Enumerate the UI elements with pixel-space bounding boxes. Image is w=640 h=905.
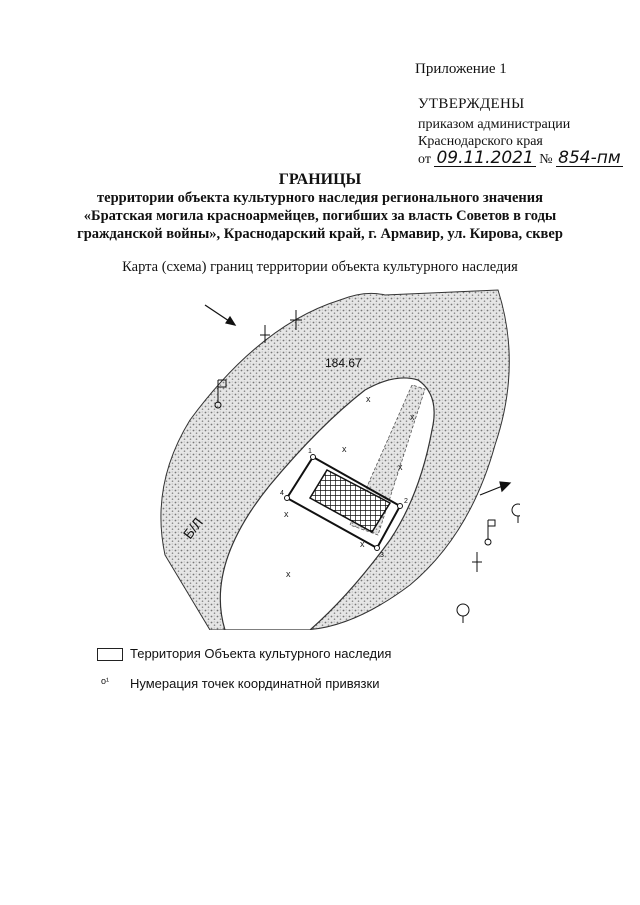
legend-points-label: Нумерация точек координатной привязки — [130, 676, 380, 691]
boundary-point — [285, 496, 290, 501]
svg-text:x: x — [284, 509, 289, 519]
document-subtitle-line-1: территории объекта культурного наследия регионального значения — [97, 190, 543, 206]
point-number-1: 1 — [308, 448, 312, 455]
svg-text:x: x — [366, 394, 371, 404]
legend-territory-swatch — [97, 648, 123, 661]
svg-text:x: x — [410, 412, 415, 422]
map-caption: Карта (схема) границ территории объекта культурного наследия — [122, 259, 518, 275]
document-heading: ГРАНИЦЫ — [278, 171, 362, 188]
document-subtitle-line-2: «Братская могила красноармейцев, погибших за власть Советов в годы — [83, 208, 557, 224]
order-line-2: Краснодарского края — [418, 134, 543, 149]
svg-text:x: x — [360, 539, 365, 549]
appendix-label: Приложение 1 — [415, 61, 507, 77]
point-number-3: 3 — [380, 552, 384, 559]
svg-text:x: x — [398, 462, 403, 472]
document-subtitle-line-3: гражданской войны», Краснодарский край, г. Армавир, ул. Кирова, сквер — [77, 226, 563, 242]
approved-label: УТВЕРЖДЕНЫ — [418, 96, 525, 112]
point-number-2: 2 — [404, 498, 408, 505]
order-date: 09.11.2021 — [436, 148, 534, 168]
svg-text:x: x — [342, 444, 347, 454]
boundary-point — [398, 504, 403, 509]
elevation-label: 184.67 — [325, 356, 362, 370]
boundary-point — [311, 455, 316, 460]
point-number-4: 4 — [280, 490, 284, 497]
order-number: 854-пм — [558, 148, 621, 168]
order-line-1: приказом администрации — [418, 117, 571, 132]
svg-text:x: x — [286, 569, 291, 579]
legend-territory-label: Территория Объекта культурного наследия — [130, 646, 392, 661]
street-label: Б/Л — [179, 514, 207, 542]
order-date-line — [418, 150, 623, 168]
boundary-point — [375, 546, 380, 551]
order-from-label: от — [418, 152, 431, 167]
legend-point-symbol: о¹ — [101, 676, 110, 686]
boundary-map — [150, 285, 520, 630]
order-number-label: № — [539, 152, 553, 167]
